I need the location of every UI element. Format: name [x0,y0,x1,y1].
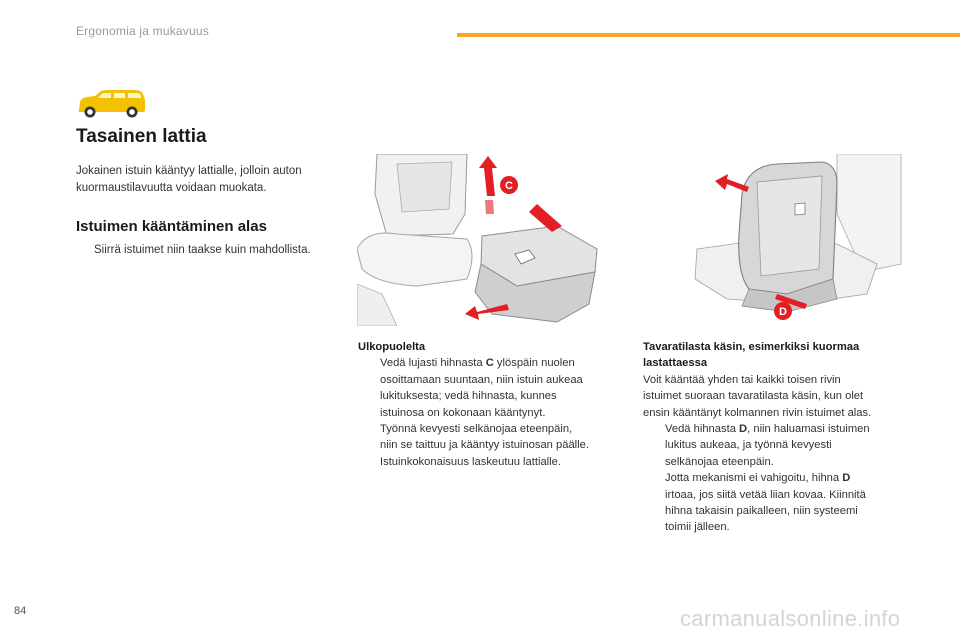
outside-line-1: Vedä lujasti hihnasta C ylöspäin nuolen [380,357,575,370]
trunk-para-1: Voit kääntää yhden tai kaikki toisen rivin [643,373,841,386]
trunk-line-5: irtoaa, jos siitä vetää liian kovaa. Kiinnitä [665,488,866,501]
intro-paragraph [76,163,341,197]
bullet-marker-icon [80,242,94,244]
trunk-line-2: lukitus aukeaa, ja työnnä kevyesti [665,439,832,452]
trunk-heading-2: lastattaessa [643,357,708,370]
outside-bullet [358,355,628,470]
page-number: 84 [14,605,27,617]
trunk-bullet [643,421,913,536]
section-subtitle: Istuimen kääntäminen alas [76,218,267,235]
label-d: D [779,306,787,318]
trunk-instructions [643,339,913,536]
trunk-line-3: selkänojaa eteenpäin. [665,455,774,468]
page-title: Tasainen lattia [76,126,207,147]
outside-line-7: Istuinkokonaisuus laskeutuu lattialle. [380,455,561,468]
intro-line-2: kuormaustilavuutta voidaan muokata. [76,182,267,194]
label-c: C [505,180,513,192]
left-bullet-text: Siirrä istuimet niin taakse kuin mahdollista. [94,244,311,256]
trunk-para-3: ensin kääntänyt kolmannen rivin istuimet alas. [643,406,872,419]
outside-line-6: niin se taittuu ja kääntyy istuinosan päälle. [380,439,589,452]
car-icon [75,88,147,120]
trunk-line-4: Jotta mekanismi ei vahigoitu, hihna D [665,472,851,485]
outside-line-4: istuinosa on kokonaan kääntynyt. [380,406,546,419]
section-title: Ergonomia ja mukavuus [76,24,209,38]
outside-heading: Ulkopuolelta [358,341,426,353]
trunk-para-2: istuimet suoraan tavaratilasta käsin, kun olet [643,390,864,403]
outside-line-5: Työnnä kevyesti selkänojaa eteenpäin, [380,423,573,436]
outside-instructions [358,339,628,470]
trunk-line-1: Vedä hihnasta D, niin haluamasi istuimen [665,423,870,436]
trunk-line-7: toimii jälleen. [665,521,730,534]
watermark: carmanualsonline.info [680,606,901,631]
trunk-line-6: hihna takaisin paikalleen, niin systeemi [665,505,858,518]
outside-line-2: osoittamaan suuntaan, niin istuin aukeaa [380,373,583,386]
trunk-heading-1: Tavaratilasta käsin, esimerkiksi kuormaa [643,341,860,353]
intro-line-1: Jokainen istuin kääntyy lattialle, jolloin auton [76,165,302,177]
seat-fold-illustration-right [687,154,903,326]
left-bullet-item [80,242,311,258]
outside-line-3: lukituksesta; vedä hihnasta, kunnes [380,390,557,403]
seat-fold-illustration-left [357,154,615,326]
header-accent-bar [457,33,960,37]
